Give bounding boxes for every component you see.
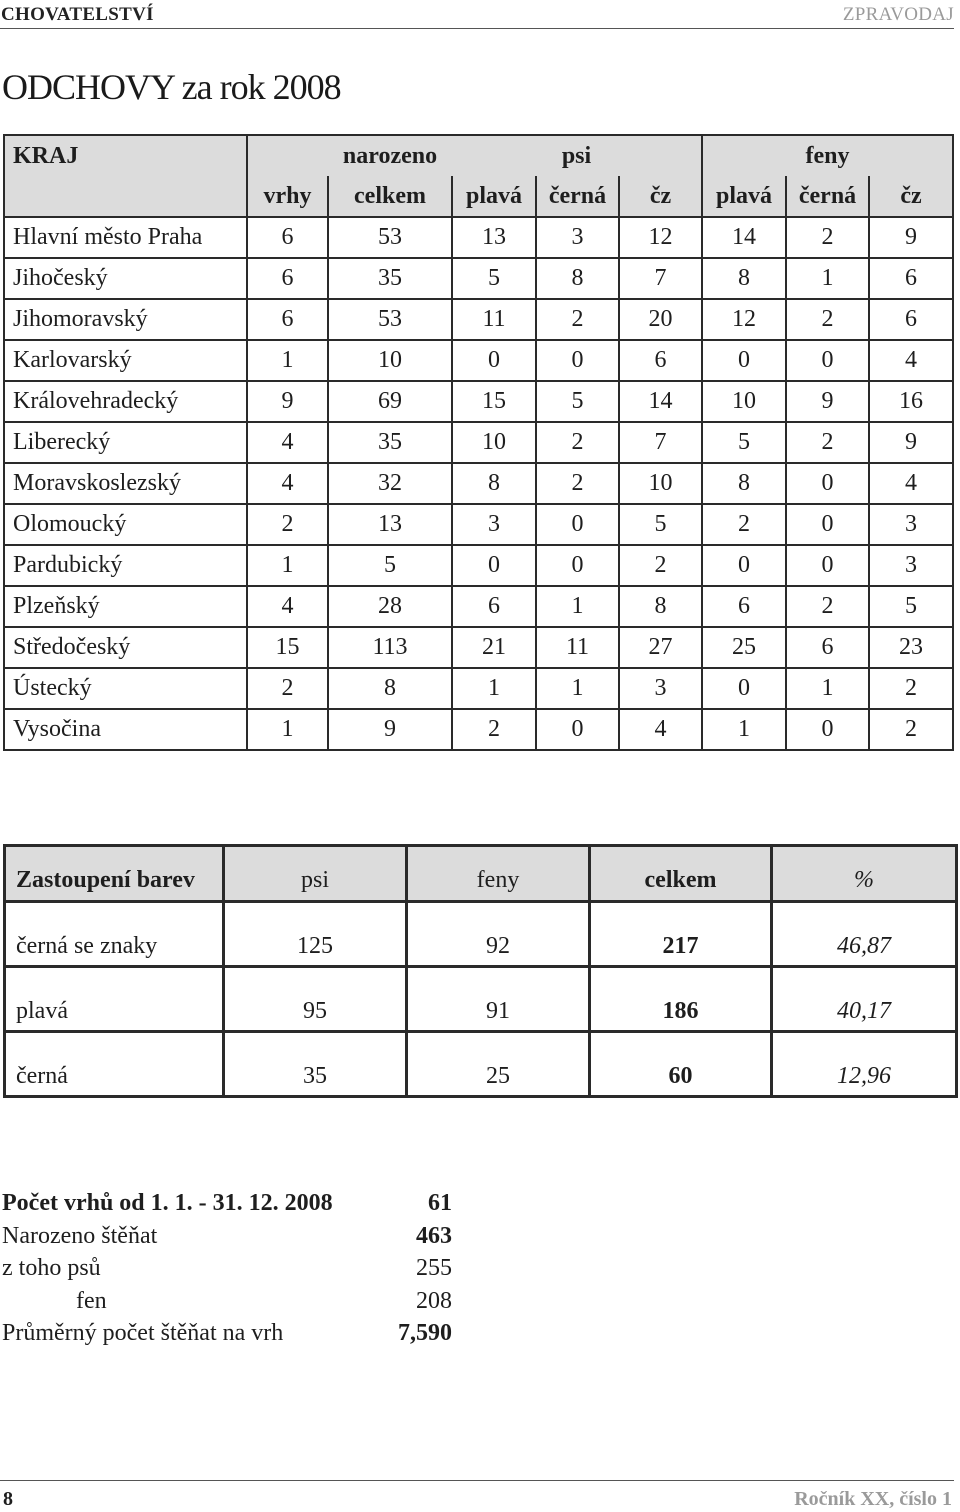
- table-cell: 0: [786, 709, 869, 750]
- table-cell: 10: [619, 463, 702, 504]
- table-row: [4, 668, 953, 709]
- table-cell: 27: [619, 627, 702, 668]
- table-cell: 25: [407, 1032, 590, 1097]
- table-cell: 40,17: [772, 967, 957, 1032]
- section-name: CHOVATELSTVÍ: [1, 4, 154, 25]
- table-cell: 1: [702, 709, 786, 750]
- litters-by-region-table: [3, 134, 954, 751]
- table-cell: 0: [536, 340, 619, 381]
- table-cell: 2: [869, 668, 953, 709]
- table-cell: 12: [702, 299, 786, 340]
- summary-label: Narozeno štěňat: [2, 1222, 158, 1249]
- table-cell: 10: [328, 340, 452, 381]
- table-cell: 2: [247, 668, 328, 709]
- table-cell: 0: [786, 340, 869, 381]
- table-cell: 12: [619, 217, 702, 258]
- summary-row: [2, 1220, 452, 1253]
- table-cell: 10: [702, 381, 786, 422]
- table-cell: 1: [452, 668, 536, 709]
- table-row: [4, 299, 953, 340]
- column-header: %: [772, 846, 957, 902]
- table-row: [5, 902, 957, 967]
- table-cell: 2: [247, 504, 328, 545]
- table-cell: 8: [536, 258, 619, 299]
- table-row: [4, 422, 953, 463]
- table-row: [4, 340, 953, 381]
- table-row: [5, 967, 957, 1032]
- publication-name: ZPRAVODAJ: [842, 4, 954, 25]
- table-cell: 13: [328, 504, 452, 545]
- summary-row: [2, 1317, 452, 1350]
- color-distribution-table: [3, 844, 958, 1098]
- table-cell: 4: [619, 709, 702, 750]
- region-name: Středočeský: [4, 627, 247, 668]
- table-cell: 69: [328, 381, 452, 422]
- table-cell: 0: [702, 545, 786, 586]
- summary-row: [2, 1252, 452, 1285]
- page-title: ODCHOVY za rok 2008: [2, 67, 341, 107]
- table-row: [4, 258, 953, 299]
- table-cell: 25: [702, 627, 786, 668]
- table-cell: 2: [786, 586, 869, 627]
- table-cell: 1: [786, 258, 869, 299]
- table-cell: 4: [247, 463, 328, 504]
- table-cell: 16: [869, 381, 953, 422]
- table-cell: 4: [869, 340, 953, 381]
- table-cell: 186: [590, 967, 772, 1032]
- table-row: [4, 545, 953, 586]
- region-name: Moravskoslezský: [4, 463, 247, 504]
- table-cell: 1: [247, 340, 328, 381]
- table-cell: 2: [786, 299, 869, 340]
- table-cell: 5: [869, 586, 953, 627]
- column-header: celkem: [590, 846, 772, 902]
- table-cell: 2: [869, 709, 953, 750]
- table-cell: 1: [247, 545, 328, 586]
- table-cell: 5: [452, 258, 536, 299]
- table-cell: 5: [619, 504, 702, 545]
- litter-summary: [2, 1187, 452, 1350]
- table-cell: 7: [619, 258, 702, 299]
- table-cell: 8: [619, 586, 702, 627]
- color-name: černá se znaky: [5, 902, 224, 967]
- table-cell: 5: [702, 422, 786, 463]
- table-cell: 4: [247, 586, 328, 627]
- table-cell: 5: [328, 545, 452, 586]
- column-group-psi: psi: [452, 135, 702, 176]
- table-cell: 13: [452, 217, 536, 258]
- table-cell: 2: [536, 422, 619, 463]
- summary-value: 61: [428, 1190, 452, 1216]
- table-cell: 0: [452, 340, 536, 381]
- table-cell: 9: [869, 422, 953, 463]
- table-cell: 2: [536, 299, 619, 340]
- table-cell: 3: [869, 545, 953, 586]
- table-cell: 6: [786, 627, 869, 668]
- table-cell: 6: [247, 299, 328, 340]
- table-cell: 14: [702, 217, 786, 258]
- column-header-kraj: KRAJ: [4, 135, 247, 176]
- table-cell: 0: [702, 668, 786, 709]
- table-row: [4, 709, 953, 750]
- table-cell: 2: [536, 463, 619, 504]
- table-cell: 1: [247, 709, 328, 750]
- table-cell: 28: [328, 586, 452, 627]
- table-cell: 9: [869, 217, 953, 258]
- column-header: čz: [619, 176, 702, 217]
- table-cell: 32: [328, 463, 452, 504]
- summary-row: [2, 1187, 452, 1220]
- table-header-row: [4, 135, 953, 176]
- summary-label: Průměrný počet štěňat na vrh: [2, 1320, 284, 1346]
- table-cell: 9: [786, 381, 869, 422]
- table-cell: 8: [702, 463, 786, 504]
- table-row: [5, 1032, 957, 1097]
- summary-label: fen: [76, 1287, 107, 1314]
- table-cell: 4: [247, 422, 328, 463]
- table-cell: 2: [786, 217, 869, 258]
- region-name: Jihomoravský: [4, 299, 247, 340]
- table-cell: 6: [247, 258, 328, 299]
- color-name: černá: [5, 1032, 224, 1097]
- table-cell: 10: [452, 422, 536, 463]
- table-cell: 35: [224, 1032, 407, 1097]
- region-name: Liberecký: [4, 422, 247, 463]
- table-cell: 3: [619, 668, 702, 709]
- table-row: [4, 381, 953, 422]
- table-cell: 125: [224, 902, 407, 967]
- table-cell: 2: [452, 709, 536, 750]
- table-cell: 0: [452, 545, 536, 586]
- summary-row: [2, 1285, 452, 1318]
- table-cell: 0: [702, 340, 786, 381]
- table-cell: 15: [247, 627, 328, 668]
- table-cell: 6: [702, 586, 786, 627]
- column-header: černá: [786, 176, 869, 217]
- footer-divider: [0, 1480, 954, 1481]
- table-cell: 3: [452, 504, 536, 545]
- column-header: vrhy: [247, 176, 328, 217]
- table-cell: 91: [407, 967, 590, 1032]
- region-name: Ústecký: [4, 668, 247, 709]
- issue-info: Ročník XX, číslo 1: [794, 1488, 952, 1510]
- column-header: celkem: [328, 176, 452, 217]
- column-header: psi: [224, 846, 407, 902]
- table-cell: 92: [407, 902, 590, 967]
- table-cell: 0: [536, 545, 619, 586]
- table-header-row: [5, 846, 957, 902]
- page-number: 8: [3, 1488, 13, 1510]
- region-name: Karlovarský: [4, 340, 247, 381]
- summary-value: 463: [416, 1222, 452, 1249]
- table-cell: 8: [452, 463, 536, 504]
- table-cell: 9: [247, 381, 328, 422]
- table-cell: 14: [619, 381, 702, 422]
- table-cell: 9: [328, 709, 452, 750]
- table-row: [4, 586, 953, 627]
- region-name: Vysočina: [4, 709, 247, 750]
- table-row: [4, 217, 953, 258]
- table-cell: 5: [536, 381, 619, 422]
- table-cell: 53: [328, 299, 452, 340]
- column-header: černá: [536, 176, 619, 217]
- table-cell: 3: [869, 504, 953, 545]
- column-header: plavá: [452, 176, 536, 217]
- table-cell: 60: [590, 1032, 772, 1097]
- region-name: Hlavní město Praha: [4, 217, 247, 258]
- table-cell: 0: [786, 545, 869, 586]
- column-header: Zastoupení barev: [5, 846, 224, 902]
- table-cell: 2: [619, 545, 702, 586]
- table-cell: 3: [536, 217, 619, 258]
- table-cell: 7: [619, 422, 702, 463]
- table-cell: 95: [224, 967, 407, 1032]
- table-cell: 1: [536, 668, 619, 709]
- table-cell: 6: [247, 217, 328, 258]
- summary-value: 255: [416, 1255, 452, 1281]
- table-cell: 0: [536, 709, 619, 750]
- table-cell: 21: [452, 627, 536, 668]
- region-name: Olomoucký: [4, 504, 247, 545]
- summary-value: 7,590: [398, 1320, 452, 1346]
- region-name: Královehradecký: [4, 381, 247, 422]
- table-cell: 23: [869, 627, 953, 668]
- column-header: feny: [407, 846, 590, 902]
- summary-label: z toho psů: [2, 1255, 101, 1281]
- table-cell: 46,87: [772, 902, 957, 967]
- table-cell: 0: [786, 463, 869, 504]
- table-cell: 0: [786, 504, 869, 545]
- table-cell: 20: [619, 299, 702, 340]
- table-cell: 1: [536, 586, 619, 627]
- table-cell: 8: [702, 258, 786, 299]
- color-name: plavá: [5, 967, 224, 1032]
- column-header: plavá: [702, 176, 786, 217]
- table-cell: 8: [328, 668, 452, 709]
- region-name: Pardubický: [4, 545, 247, 586]
- table-cell: 217: [590, 902, 772, 967]
- table-cell: 2: [702, 504, 786, 545]
- table-subheader-row: [4, 176, 953, 217]
- column-header: čz: [869, 176, 953, 217]
- table-cell: 12,96: [772, 1032, 957, 1097]
- table-cell: 15: [452, 381, 536, 422]
- table-cell: 11: [452, 299, 536, 340]
- column-group-narozeno: narozeno: [328, 135, 452, 176]
- table-cell: 11: [536, 627, 619, 668]
- table-cell: 6: [869, 299, 953, 340]
- table-cell: 35: [328, 258, 452, 299]
- running-head: [0, 2, 954, 29]
- column-group-feny: feny: [702, 135, 953, 176]
- region-name: Jihočeský: [4, 258, 247, 299]
- table-cell: 2: [786, 422, 869, 463]
- table-cell: 4: [869, 463, 953, 504]
- table-cell: 6: [619, 340, 702, 381]
- table-cell: 0: [536, 504, 619, 545]
- table-row: [4, 463, 953, 504]
- summary-label: Počet vrhů od 1. 1. - 31. 12. 2008: [2, 1190, 333, 1216]
- summary-value: 208: [416, 1287, 452, 1314]
- table-row: [4, 627, 953, 668]
- region-name: Plzeňský: [4, 586, 247, 627]
- table-cell: 6: [452, 586, 536, 627]
- table-cell: 113: [328, 627, 452, 668]
- table-cell: 6: [869, 258, 953, 299]
- table-cell: 1: [786, 668, 869, 709]
- table-row: [4, 504, 953, 545]
- table-cell: 35: [328, 422, 452, 463]
- table-cell: 53: [328, 217, 452, 258]
